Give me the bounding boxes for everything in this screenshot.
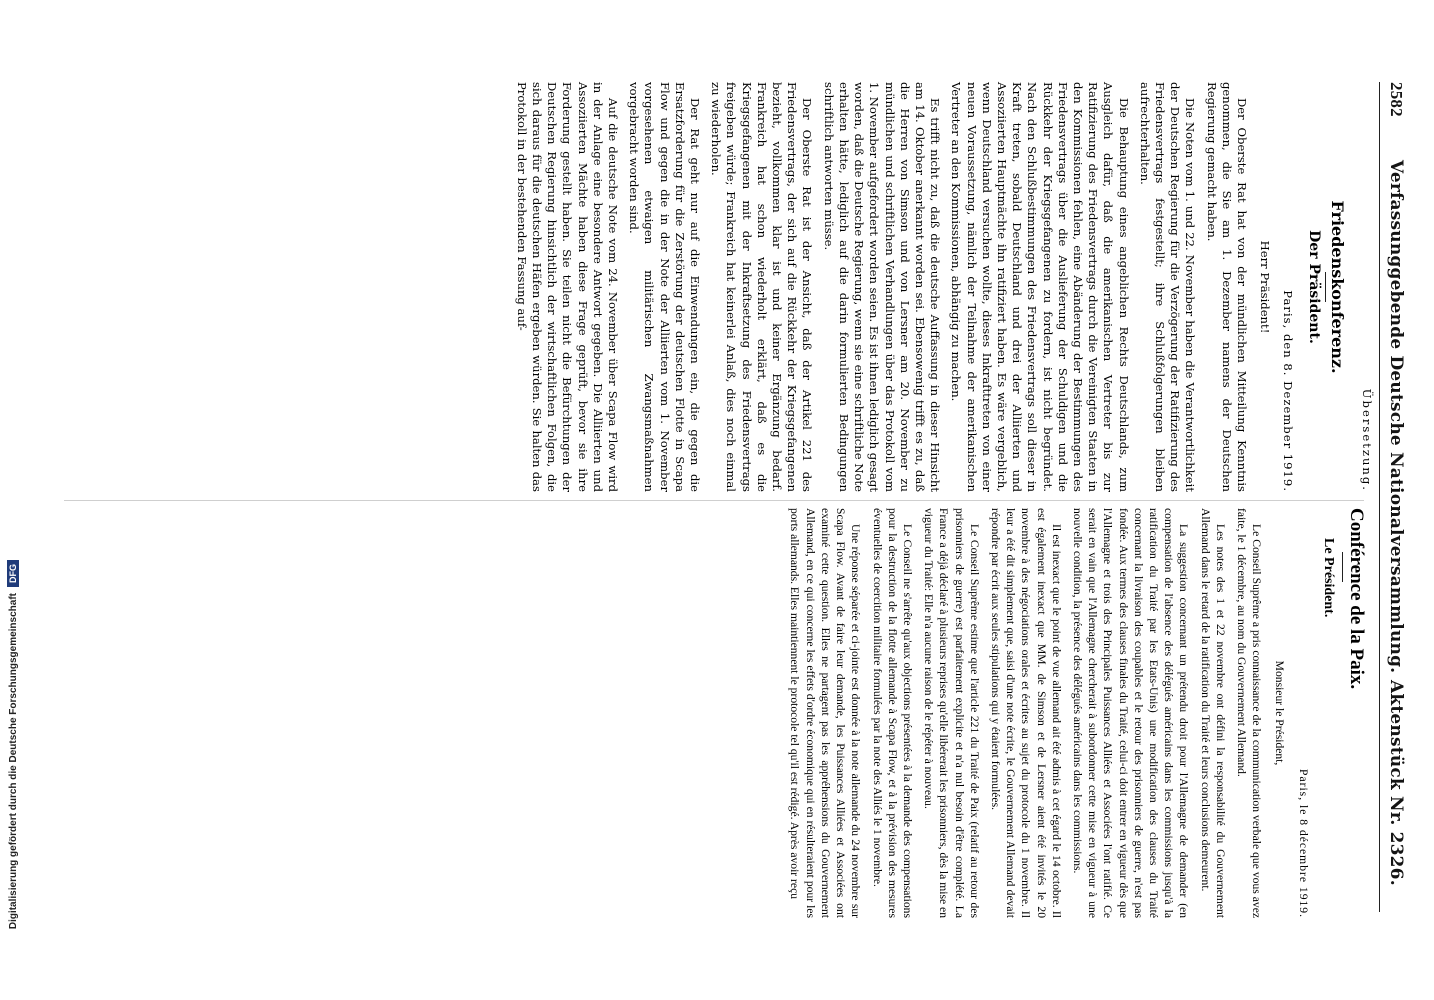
page-number: 2582: [1387, 82, 1406, 117]
french-paragraph: Une réponse séparée et ci-jointe est donnée à la note allemande du 24 novembre sur Scapa Flow. Avant de faire leur demande, les Puissances Alliées et Associées ont examiné cette question. Elles ne partagent pas les appréhensions du Gouvernement Allemand, en ce qui concerne les effets d'ordre économique qui en résulteraient pour les ports allemands. Elles maintiennent le protocole tel qu'il est rédigé. Après avoir reçu: [788, 508, 863, 918]
german-sender: Der Präsident.: [1305, 230, 1322, 344]
german-salutation: Herr Präsident!: [1258, 240, 1273, 334]
german-paragraph: Auf die deutsche Note vom 24. November über Scapa Flow wird in der Anlage eine besondere Antwort gegeben. Die Alliierten und Assoziierten Mächte haben diese Frage geprüft, bevor sie ihre Forderung gestellt haben. Sie teilen nicht die Befürchtungen der Deutschen Regierung hinsichtlich der wirtschaftlichen Folgen, die sich daraus für die deutschen Häfen ergeben würden. Sie halten das Protokoll in der bestehenden Fassung auf-: [514, 82, 621, 492]
french-date: Paris, le 8 décembre 1919.: [1296, 769, 1310, 918]
german-paragraph: Der Rat geht nur auf die Einwendungen ein, die gegen die Ersatzforderung für die Zerstörung der deutschen Flotte in Scapa Flow und gegen die in der Note der Alliierten vom 1. November vorgesehenen etwaigen militärischen Zwangsmaßnahmen vorgebracht worden sind.: [627, 82, 703, 492]
german-column: [508, 82, 1374, 492]
footer-credit-text: Digitalisierung gefördert durch die Deutsche Forschungsgemeinschaft: [7, 593, 19, 930]
french-column: [781, 508, 1374, 918]
german-paragraph: Die Noten vom 1. und 22. November haben die Verantwortlichkeit der Deutschen Regierung für die Verzögerung der Ratifizierung des Friedensvertrags festgestellt; ihre Schlußfolgerungen bleiben aufrechterhalten.: [1137, 82, 1198, 492]
french-sender: Le Président.: [1320, 538, 1336, 618]
german-heading: Friedenskonferenz.: [1327, 200, 1347, 374]
german-paragraph: Es trifft nicht zu, daß die deutsche Auffassung in dieser Hinsicht am 14. Oktober anerkannt worden sei. Ebensowenig trifft es zu, daß die Herren von Simson und von Lersner am 20. November zu mündlichen und schriftlichen Verhandlungen über das Protokoll vom 1. November aufgefordert worden seien. Es ist ihnen lediglich gesagt worden, daß die Deutsche Regierung, wenn sie eine schriftliche Note erhalten hätte, lediglich auf die darin formulierten Bedingungen schriftlich antworten müsse.: [821, 82, 943, 492]
dfg-logo-icon: DFG: [7, 560, 19, 587]
french-heading-rule: [1342, 552, 1343, 582]
translation-tag: Übersetzung.: [1360, 388, 1374, 492]
german-date: Paris, den 8. Dezember 1919.: [1281, 290, 1296, 492]
french-paragraph: Les notes des 1 et 22 novembre ont défini la responsabilité du Gouvernement Allemand dans le retard de la ratification du Traité et leurs conclusions demeurent.: [1198, 508, 1227, 918]
french-paragraph: Il est inexact que le point de vue allemand ait été admis à cet égard le 14 octobre. Il est également inexact que MM. de Simson et de Lersner aient été invités le 20 novembre à des négociations orales et écrites au sujet du protocole du 1 novembre. Il leur a été dit simplement que, saisi d'une note écrite, le Gouvernement Allemand devait répondre par écrit aux seules stipulations qui y étaient formulées.: [988, 508, 1063, 918]
publication-title: Verfassunggebende Deutsche Nationalversammlung.: [1386, 160, 1406, 674]
german-paragraph: Die Behauptung eines angeblichen Rechts Deutschlands, zum Ausgleich dafür, daß die amerikanischen Vertreter bis zur Ratifizierung des Friedensvertrags durch die Vereinigten Staaten in den Kommissionen fehlen, eine Abänderung der Bestimmungen des Friedensvertrags über die Auslieferung der Schuldigen und die Rückkehr der Kriegsgefangenen zu fordern, ist nicht begründet. Nach den Schlußbestimmungen des Friedensvertrags soll dieser in Kraft treten, sobald Deutschland und drei der Alliierten und Assoziierten Hauptmächte ihn ratifiziert haben. Es wäre vergeblich, wenn Deutschland versuchen wollte, dieses Inkrafttreten von einer neuen Voraussetzung, nämlich der Teilnahme der amerikanischen Vertreter an den Kommissionen, abhängig zu machen.: [949, 82, 1131, 492]
french-paragraph: Le Conseil Suprême a pris connaissance de la communication verbale que vous avez faite, le 1 décembre, au nom du Gouvernement Allemand.: [1234, 508, 1264, 918]
footer-credit-bar: [4, 560, 22, 990]
column-divider: [64, 500, 1364, 501]
german-heading-rule: [1325, 272, 1326, 302]
header-rule: [1379, 82, 1380, 912]
french-paragraph: La suggestion concernant un prétendu droit pour l'Allemagne de demander (en compensation de l'absence des délégués américains dans les commissions jusqu'à la ratification du Traité par les Etats-Unis) une modification des clauses du Traité concernant la livraison des coupables et le retour des prisonniers de guerre, n'est pas fondée. Aux termes des clauses finales du Traité, celui-ci doit entrer en vigueur dès que l'Allemagne et trois des Principales Puissances Alliées et Associées l'ont ratifié. Ce serait en vain que l'Allemagne chercherait à subordonner cette mise en vigueur à une nouvelle condition, la présence des délégués américains dans les commissions.: [1070, 508, 1191, 918]
french-heading: Conférence de la Paix.: [1346, 508, 1367, 690]
french-salutation: Monsieur le Président,: [1273, 660, 1287, 766]
french-paragraph: Le Conseil Suprême estime que l'article 221 du Traité de Paix (relatif au retour des prisonniers de guerre) est parfaitement explicite et n'a nul besoin d'être complété. La France a déjà déclaré à plusieurs reprises qu'elle libérerait les prisonniers, dès la mise en vigueur du Traité: Elle n'a aucune raison de le répéter à nouveau.: [922, 508, 981, 918]
french-paragraph: Le Conseil ne s'arrête qu'aux objections présentées à la demande des compensations pour la destruction de la flotte allemande à Scapa Flow, et à la prévision des mesures éventuelles de coercition militaire formulées par la note des Alliés le 1 novembre.: [870, 508, 914, 918]
german-paragraph: Der Oberste Rat hat von der mündlichen Mitteilung Kenntnis genommen, die Sie am 1. Dezember namens der Deutschen Regierung gemacht haben.: [1204, 82, 1249, 492]
document-reference: Aktenstück Nr. 2326.: [1386, 680, 1406, 886]
german-paragraph: Der Oberste Rat ist der Ansicht, daß der Artikel 221 des Friedensvertrags, der sich auf die Rückkehr der Kriegsgefangenen bezieht, vollkommen klar ist und keiner Ergänzung bedarf. Frankreich hat schon wiederholt erklärt, daß es die Kriegsgefangenen mit der Inkraftsetzung des Friedensvertrags freigeben würde; Frankreich hat keinerlei Anlaß, dies noch einmal zu wiederholen.: [709, 82, 815, 492]
